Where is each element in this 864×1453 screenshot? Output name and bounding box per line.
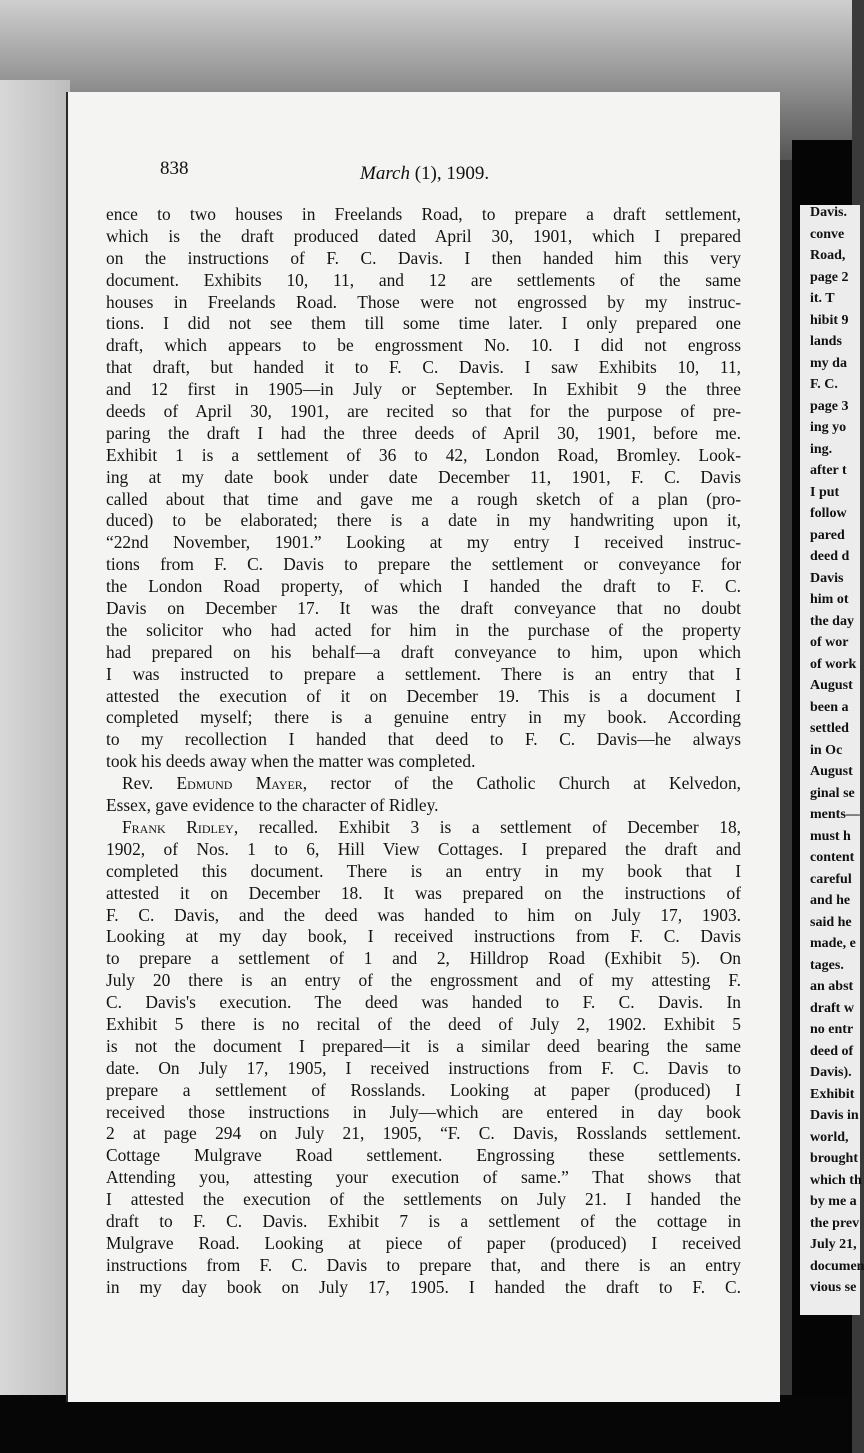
facing-page-line: pared	[810, 527, 845, 543]
facing-page-line: must h	[810, 828, 851, 844]
facing-page-line: world,	[810, 1129, 849, 1145]
ridley-line: to prepare a settlement of 1 and 2, Hilldrop Road (Exhibit 5). On	[106, 948, 741, 969]
facing-page-line: ing yo	[810, 420, 847, 435]
ridley-name: Frank Ridley	[122, 816, 234, 837]
body-line: deeds of April 30, 1901, are recited so that for the purpose of pre-	[106, 401, 741, 422]
body-line: attested the execution of it on December 19. This is a document I	[106, 685, 741, 706]
body-line: duced) to be elaborated; there is a date in my handwriting upon it,	[106, 510, 741, 531]
body-line: “22nd November, 1901.” Looking at my entry I received instruc-	[106, 532, 741, 553]
facing-page-line: I put	[810, 484, 840, 500]
ridley-line: 2 at page 294 on July 21, 1905, “F. C. Davis, Rosslands settlement.	[106, 1123, 741, 1144]
facing-page-line: vious se	[810, 1280, 857, 1295]
facing-page-line: been a	[810, 699, 849, 715]
ridley-line: July 20 there is an entry of the engrossment and of my attesting F.	[106, 970, 741, 991]
facing-page-line: my da	[810, 355, 847, 371]
ridley-line: F. C. Davis, and the deed was handed to him on July 17, 1903.	[106, 904, 741, 925]
facing-page-line: which th	[810, 1172, 862, 1188]
facing-page-line: Road,	[810, 248, 846, 263]
facing-page-line: Davis).	[810, 1065, 852, 1080]
ridley-line: Cottage Mulgrave Road settlement. Engrossing these settlements.	[106, 1145, 741, 1166]
ridley-line: received those instructions in July—which are entered in day book	[106, 1101, 741, 1122]
page-header	[160, 158, 720, 198]
facing-page-line: page 2	[810, 269, 849, 285]
body-line: Davis on December 17. It was the draft conveyance that no doubt	[106, 598, 741, 619]
facing-page-line: by me a	[810, 1194, 857, 1209]
facing-page-line: Davis.	[810, 205, 847, 220]
testimony-paragraph	[106, 204, 741, 773]
body-line: draft, which appears to be engrossment No. 10. I did not engross	[106, 335, 741, 356]
running-head-date: (1), 1909.	[409, 163, 490, 184]
facing-page-line: draft w	[810, 1000, 854, 1016]
body-line: ing at my date book under date December 11, 1901, F. C. Davis	[106, 466, 741, 487]
body-line: paring the draft I had the three deeds of April 30, 1901, before me.	[106, 422, 741, 443]
facing-page-line: July 21,	[810, 1237, 857, 1252]
facing-page-line: after t	[810, 463, 847, 478]
facing-page-line: deed of	[810, 1043, 854, 1059]
facing-page-line: careful	[810, 871, 852, 887]
ridley-line: completed this document. There is an entry in my book that I	[106, 860, 741, 881]
ridley-line: Exhibit 5 there is no recital of the deed of July 2, 1902. Exhibit 5	[106, 1013, 741, 1034]
ridley-line: Mulgrave Road. Looking at piece of paper (produced) I received	[106, 1232, 741, 1253]
body-line: tions from F. C. Davis to prepare the settlement or conveyance for	[106, 554, 741, 575]
facing-page-line: F. C.	[810, 377, 838, 392]
facing-page-line: August	[810, 764, 853, 779]
body-line: and 12 first in 1905—in July or September. In Exhibit 9 the three	[106, 379, 741, 400]
mayer-paragraph-line-2: Essex, gave evidence to the character of Ridley.	[106, 795, 439, 816]
facing-page-line: the day	[810, 613, 854, 629]
mayer-name: Edmund Mayer	[176, 773, 303, 794]
body-line: the London Road property, of which I handed the draft to F. C.	[106, 576, 741, 597]
body-line: Exhibit 1 is a settlement of 36 to 42, London Road, Bromley. Look-	[106, 444, 741, 465]
facing-page-line: the prev	[810, 1215, 860, 1231]
facing-page-line: of work	[810, 656, 857, 672]
facing-page-line: an abst	[810, 979, 854, 994]
left-page-edge	[0, 80, 70, 1453]
facing-page-line: brought	[810, 1151, 858, 1166]
facing-page-line: ginal se	[810, 785, 855, 801]
facing-page-line: settled	[810, 721, 849, 736]
body-line: that draft, but handed it to F. C. Davis. I saw Exhibits 10, 11,	[106, 357, 741, 378]
facing-page-line: it. T	[810, 291, 835, 306]
body-line: took his deeds away when the matter was completed.	[106, 751, 476, 772]
facing-page-line: hibit 9	[810, 312, 849, 328]
facing-page-line: conve	[810, 226, 845, 242]
ridley-line: 1902, of Nos. 1 to 6, Hill View Cottages. I prepared the draft and	[106, 838, 741, 859]
body-line: called about that time and gave me a rough sketch of a plan (pro-	[106, 488, 741, 509]
ridley-paragraph-line-1: Frank Ridley, recalled. Exhibit 3 is a settlement of December 18,	[122, 816, 741, 837]
facing-page-fragment	[800, 205, 864, 1315]
mayer-paragraph-line-1: Rev. Edmund Mayer, rector of the Catholic Church at Kelvedon,	[122, 773, 741, 794]
facing-page-line: August	[810, 678, 853, 693]
ridley-line: Looking at my day book, I received instructions from F. C. Davis	[106, 926, 741, 947]
facing-page-line: deed d	[810, 549, 850, 564]
facing-page-line: no entr	[810, 1022, 854, 1037]
page-number: 838	[160, 158, 189, 179]
facing-page-line: ing.	[810, 441, 833, 457]
body-text	[106, 204, 741, 1299]
body-line: document. Exhibits 10, 11, and 12 are settlements of the same	[106, 269, 741, 290]
ridley-line: C. Davis's execution. The deed was handed to F. C. Davis. In	[106, 992, 741, 1013]
body-line: the solicitor who had acted for him in the purchase of the property	[106, 619, 741, 640]
body-line: had prepared on his behalf—a draft conveyance to him, upon which	[106, 641, 741, 662]
facing-page-line: said he	[810, 914, 852, 930]
facing-page-line: follow	[810, 506, 847, 521]
facing-page-line: him ot	[810, 592, 849, 607]
ridley-line: draft to F. C. Davis. Exhibit 7 is a settlement of the cottage in	[106, 1210, 741, 1231]
ridley-line: Attending you, attesting your execution of same.” That shows that	[106, 1167, 741, 1188]
body-line: houses in Freelands Road. Those were not engrossed by my instruc-	[106, 291, 741, 312]
ridley-paragraph	[106, 839, 741, 1299]
ridley-line: attested it on December 18. It was prepared on the instructions of	[106, 882, 741, 903]
running-head	[360, 163, 489, 185]
body-line: on the instructions of F. C. Davis. I then handed him this very	[106, 247, 741, 268]
body-line: which is the draft produced dated April 30, 1901, which I prepared	[106, 225, 741, 246]
body-line: tions. I did not see them till some time later. I only prepared one	[106, 313, 741, 334]
facing-page-line: Exhibit	[810, 1086, 855, 1102]
facing-page-line: lands	[810, 334, 842, 349]
ridley-line: I attested the execution of the settlements on July 21. I handed the	[106, 1189, 741, 1210]
ridley-line: in my day book on July 17, 1905. I handed the draft to F. C.	[106, 1276, 741, 1297]
facing-page-line: ments—	[810, 807, 860, 822]
ridley-line: date. On July 17, 1905, I received instructions from F. C. Davis to	[106, 1057, 741, 1078]
body-line: ence to two houses in Freelands Road, to prepare a draft settlement,	[106, 204, 741, 224]
book-page	[66, 92, 780, 1402]
scan-background-bottom	[0, 1395, 852, 1453]
body-line: I was instructed to prepare a settlement. There is an entry that I	[106, 663, 741, 684]
running-head-month: March	[360, 163, 410, 184]
body-line: to my recollection I handed that deed to F. C. Davis—he always	[106, 729, 741, 750]
facing-page-line: Davis	[810, 570, 844, 586]
facing-page-line: made, e	[810, 936, 856, 951]
facing-page-line: page 3	[810, 398, 849, 414]
ridley-line: instructions from F. C. Davis to prepare that, and there is an entry	[106, 1254, 741, 1275]
facing-page-line: in Oc	[810, 742, 843, 758]
facing-page-line: tages.	[810, 957, 844, 973]
facing-page-line: of wor	[810, 635, 849, 650]
ridley-line: is not the document I prepared—it is a similar deed bearing the same	[106, 1035, 741, 1056]
facing-page-line: Davis in	[810, 1108, 859, 1123]
facing-page-line: content	[810, 850, 855, 865]
ridley-line: prepare a settlement of Rosslands. Looking at paper (produced) I	[106, 1079, 741, 1100]
facing-page-line: documen	[810, 1258, 864, 1274]
body-line: completed myself; there is a genuine entry in my book. According	[106, 707, 741, 728]
facing-page-line: and he	[810, 893, 851, 908]
